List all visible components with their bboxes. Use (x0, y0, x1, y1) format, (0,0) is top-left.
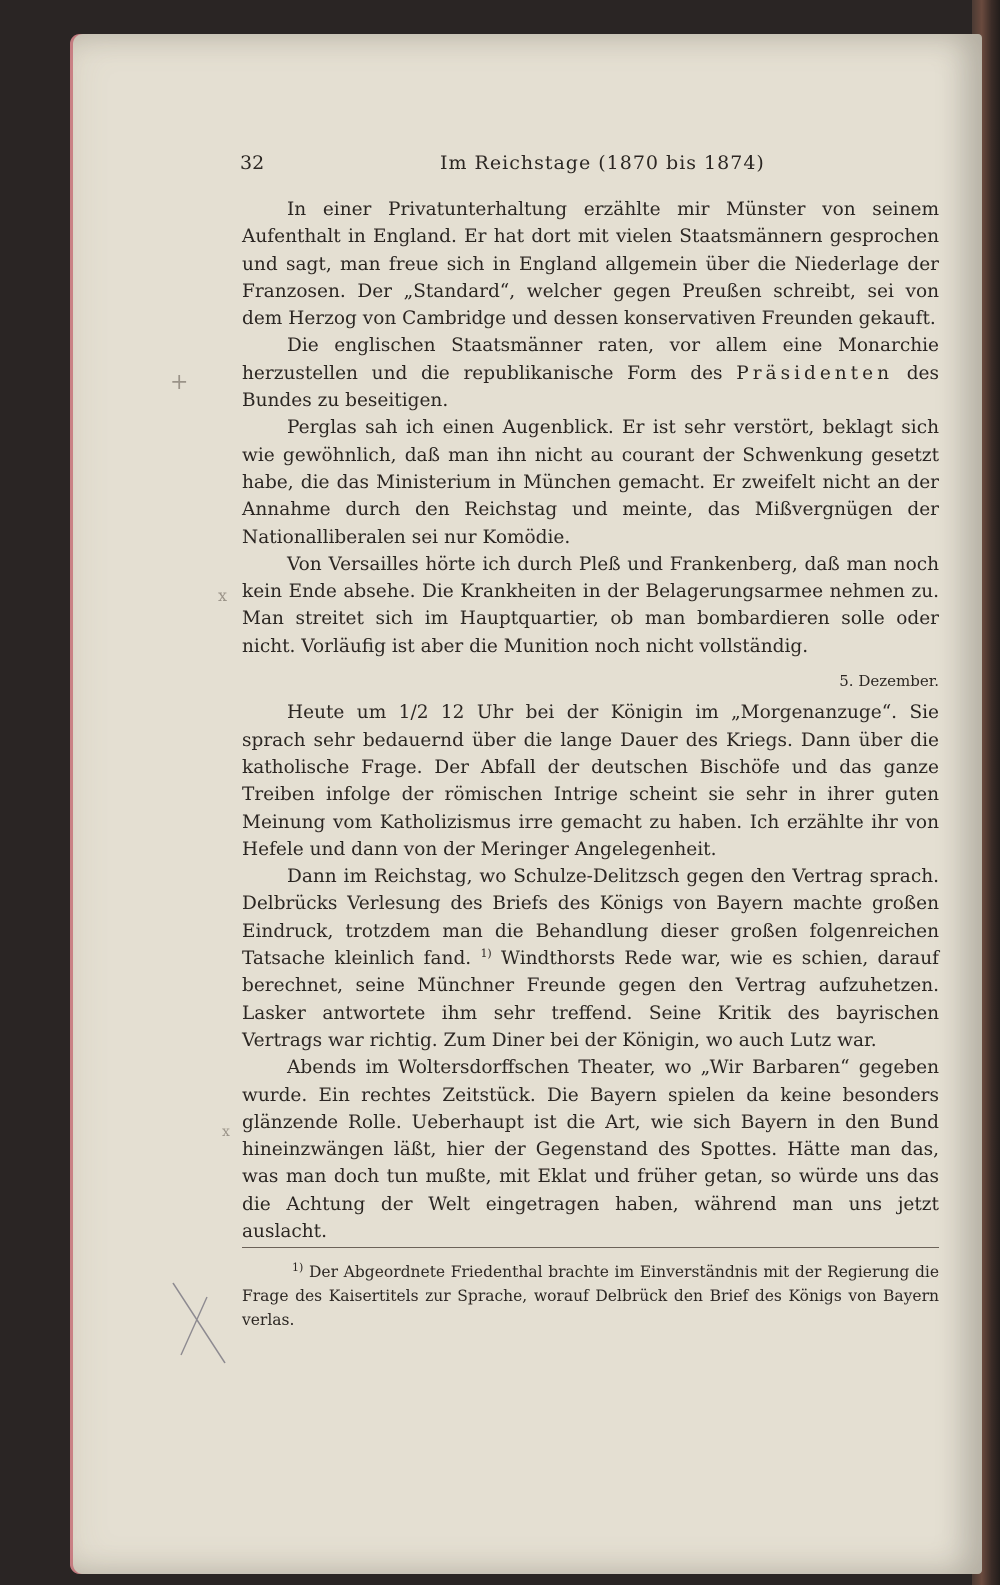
margin-x-mark: x (218, 586, 228, 605)
paragraph: Heute um 1/2 12 Uhr bei der Königin im „Morgenanzuge“. Sie sprach sehr bedauernd über die lange Dauer des Kriegs. Dann über die katholische Frage. Der Abfall der deutschen Bischöfe und das ganze Treiben infolge der römischen Intrige scheint sie sehr in ihrer guten Meinung vom Katholizismus irre gemacht zu haben. Ich erzählte ihr von Hefele und dann von der Meringer Angelegenheit. (242, 702, 939, 860)
paragraph-text: Windthorsts Rede war, wie es schien, darauf berechnet, seine Münchner Freunde gegen den Vertrag aufzuhetzen. Lasker antwortete ihm sehr treffend. Seine Kritik des bayrischen Vertrags war richtig. Zum Diner bei der Königin, wo auch Lutz war. (242, 948, 939, 1051)
paragraph-text: Dann im Reichstag, wo Schulze-Delitzsch gegen den Vertrag sprach. Delbrücks Verlesung des Briefs des Königs von Bayern machte großen Eindruck, trotzdem man die Behandlung dieser großen folgenreichen Tatsache kleinlich fand. (242, 866, 939, 970)
footnote-rule (242, 1247, 939, 1248)
paragraph-text: des Bundes zu beseitigen. (242, 362, 939, 412)
date-heading: 5. Dezember. (839, 672, 939, 691)
paragraph: Von Versailles hörte ich durch Pleß und Frankenberg, daß man noch kein Ende absehe. Die Krankheiten in der Belagerungsarmee nehmen zu. Man streitet sich im Hauptquartier, ob man bombardieren solle oder nicht. Vorläufig ist aber die Munition noch nicht vollständig. (242, 553, 939, 657)
book-page (70, 34, 982, 1574)
footnote (242, 1260, 939, 1332)
paragraph-text: Die englischen Staatsmänner raten, vor allem eine Monarchie herzustellen und die republikanische Form des (242, 335, 939, 384)
paragraph: Perglas sah ich einen Augenblick. Er ist sehr verstört, beklagt sich wie gewöhnlich, daß man ihn nicht au courant der Schwenkung gesetzt habe, die das Ministerium in München gemacht. Er zweifelt nicht an der Annahme durch den Reichstag und meinte, das Mißvergnügen der Nationalliberalen sei nur Komödie. (242, 417, 939, 548)
paragraph: Abends im Woltersdorffschen Theater, wo „Wir Barbaren“ gegeben wurde. Ein rechtes Zeitstück. Die Bayern spielen da keine besonders glänzende Rolle. Ueberhaupt ist die Art, wie sich Bayern in den Bund hineinzwängen läßt, hier der Gegenstand des Spottes. Hätte man das, was man doch tun mußte, mit Eklat und früher getan, so würde uns das die Achtung der Welt eingetragen haben, während man uns jetzt auslacht. (242, 1057, 939, 1242)
running-head (240, 152, 918, 182)
spaced-word: Präsidenten (736, 362, 893, 384)
footnote-ref: 1) (480, 946, 492, 960)
pencil-x-mark (165, 1279, 235, 1369)
page-number: 32 (240, 152, 265, 174)
margin-x-mark: x (222, 1124, 230, 1140)
margin-plus-mark: + (170, 370, 189, 395)
footnote-paragraph (242, 1260, 939, 1332)
paragraph (242, 863, 939, 1054)
running-title: Im Reichstage (1870 bis 1874) (440, 152, 765, 174)
footnote-marker: 1) (292, 1260, 304, 1274)
paragraph: In einer Privatunterhaltung erzählte mir Münster von seinem Aufenthalt in England. Er hat dort mit vielen Staatsmännern gesprochen und sagt, man freue sich in England allgemein über die Niederlage der Franzosen. Der „Standard“, welcher gegen Preußen schreibt, sei von dem Herzog von Cambridge und dessen konservativen Freunden gekauft. (242, 199, 939, 330)
body-text (242, 196, 939, 1245)
paragraph (242, 332, 939, 414)
footnote-text: Der Abgeordnete Friedenthal brachte im Einverständnis mit der Regierung die Frage des Kaisertitels zur Sprache, worauf Delbrück den Brief des Königs von Bayern verlas. (242, 1263, 939, 1329)
